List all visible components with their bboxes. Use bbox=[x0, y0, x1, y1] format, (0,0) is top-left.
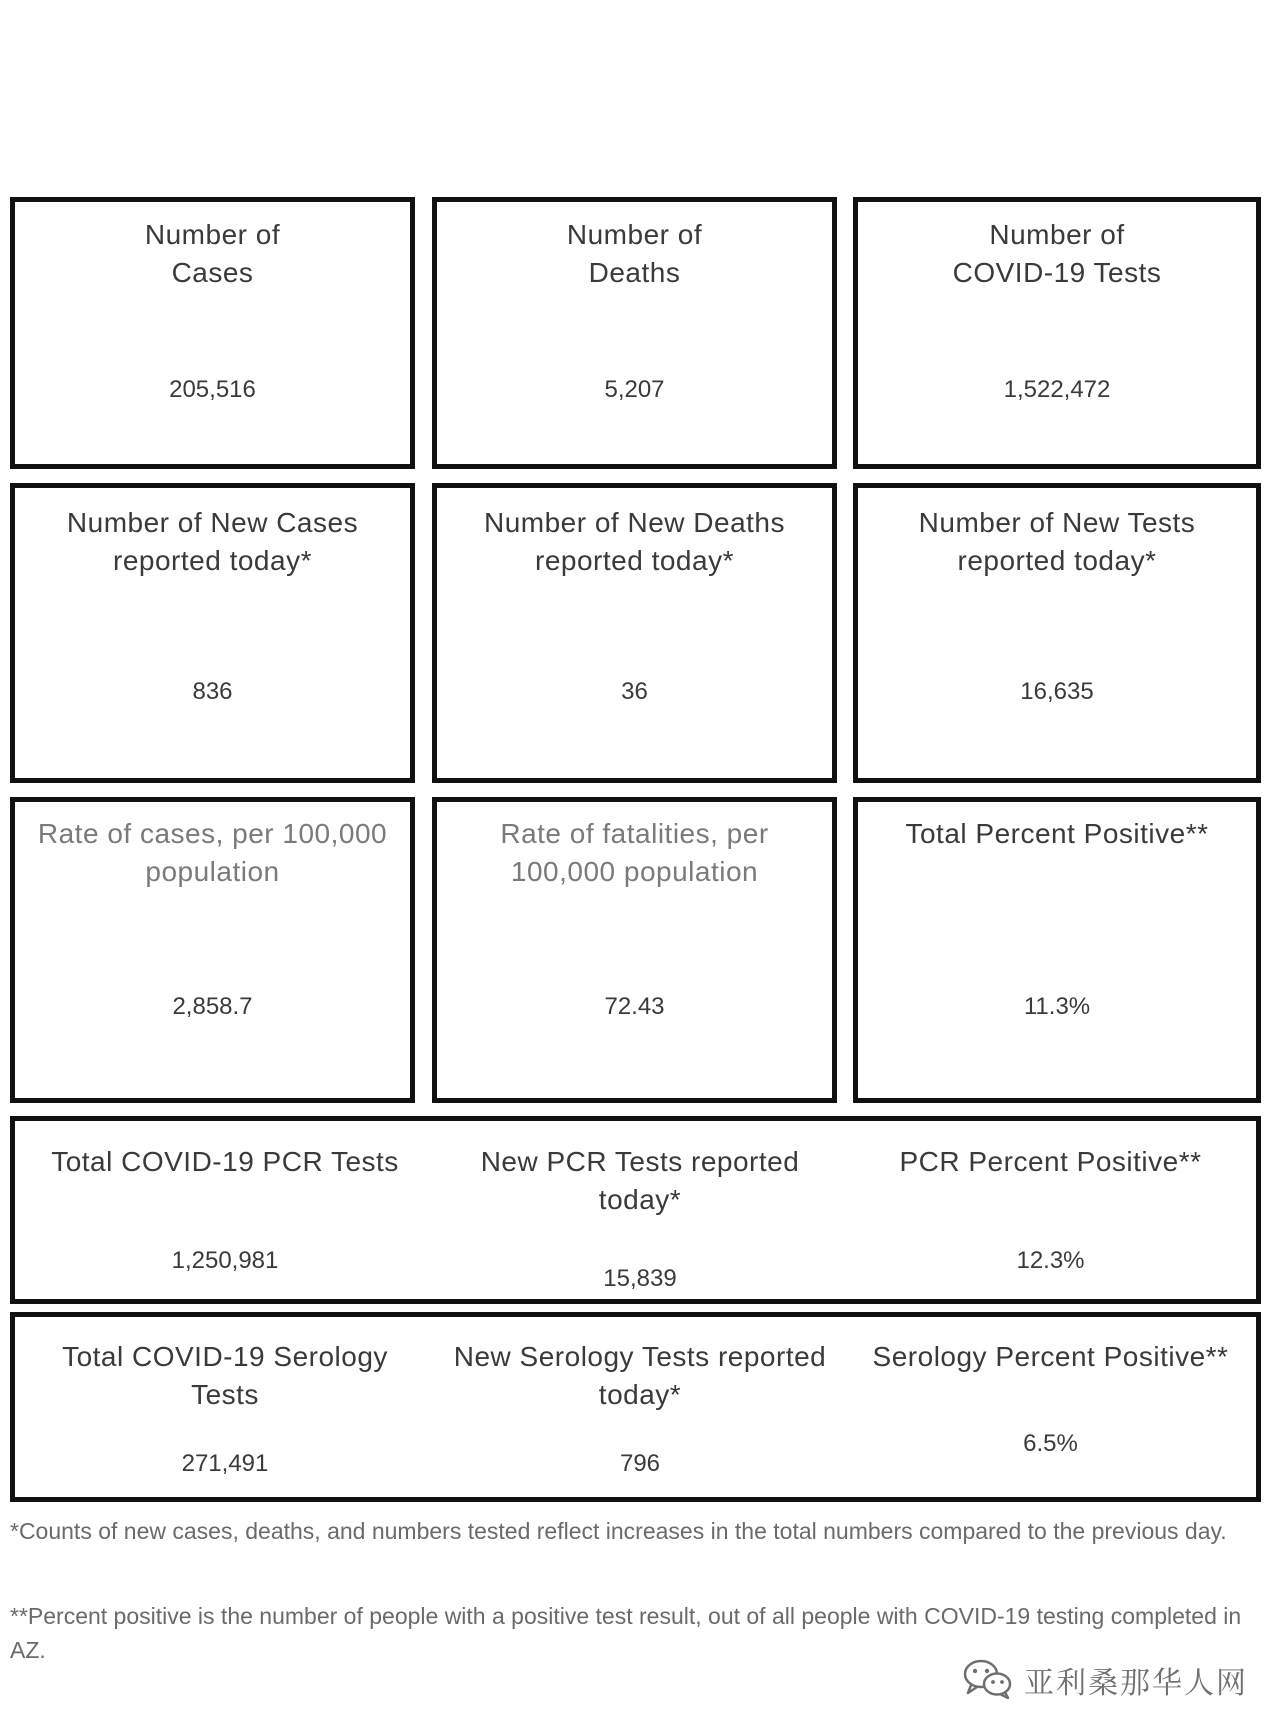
card-value: 2,858.7 bbox=[172, 993, 253, 1020]
pcr-total-column bbox=[15, 1121, 435, 1299]
card-value: 205,516 bbox=[169, 376, 256, 403]
card-value: 836 bbox=[192, 678, 233, 705]
serology-percent-value: 6.5% bbox=[1023, 1430, 1078, 1457]
card-number-of-cases bbox=[10, 197, 415, 469]
card-label: Number of Deaths bbox=[566, 219, 703, 288]
pcr-new-value: 15,839 bbox=[603, 1265, 677, 1292]
card-total-percent-positive bbox=[853, 797, 1261, 1103]
card-value: 72.43 bbox=[604, 993, 665, 1020]
card-label: Number of New Tests reported today* bbox=[918, 507, 1196, 576]
wechat-icon bbox=[962, 1657, 1014, 1704]
card-rate-of-fatalities bbox=[432, 797, 837, 1103]
card-label: Number of Cases bbox=[144, 219, 281, 288]
serology-new-value: 796 bbox=[619, 1450, 661, 1477]
pcr-total-label: Total COVID-19 PCR Tests bbox=[51, 1146, 399, 1177]
serology-total-value: 271,491 bbox=[181, 1450, 269, 1477]
card-number-of-tests bbox=[853, 197, 1261, 469]
card-label: Number of New Deaths reported today* bbox=[483, 507, 785, 576]
serology-summary-panel bbox=[10, 1312, 1261, 1502]
card-new-tests-today bbox=[853, 483, 1261, 783]
serology-new-label: New Serology Tests reported today* bbox=[453, 1341, 827, 1410]
card-new-cases-today bbox=[10, 483, 415, 783]
pcr-percent-value: 12.3% bbox=[1016, 1247, 1085, 1274]
pcr-new-column bbox=[435, 1121, 845, 1299]
serology-percent-column bbox=[845, 1317, 1256, 1497]
watermark bbox=[962, 1658, 1248, 1702]
card-value: 5,207 bbox=[604, 376, 665, 403]
serology-percent-label: Serology Percent Positive** bbox=[872, 1341, 1229, 1372]
card-label: Number of New Cases reported today* bbox=[66, 507, 359, 576]
card-number-of-deaths bbox=[432, 197, 837, 469]
pcr-new-label: New PCR Tests reported today* bbox=[480, 1146, 800, 1215]
card-value: 1,522,472 bbox=[1003, 376, 1111, 403]
card-value: 16,635 bbox=[1020, 678, 1094, 705]
serology-new-column bbox=[435, 1317, 845, 1497]
footnote-percent-positive: **Percent positive is the number of people with a positive test result, out of all people with COVID-19 testing completed in AZ. bbox=[10, 1603, 1242, 1663]
card-label: Rate of cases, per 100,000 population bbox=[37, 818, 388, 887]
footnote-new-counts: *Counts of new cases, deaths, and numbers tested reflect increases in the total numbers compared to the previous day. bbox=[10, 1518, 1227, 1544]
card-value: 36 bbox=[621, 678, 648, 705]
serology-total-label: Total COVID-19 Serology Tests bbox=[62, 1341, 388, 1410]
pcr-total-value: 1,250,981 bbox=[171, 1247, 279, 1274]
pcr-percent-label: PCR Percent Positive** bbox=[899, 1146, 1202, 1177]
serology-total-column bbox=[15, 1317, 435, 1497]
watermark-text: 亚利桑那华人网 bbox=[1024, 1667, 1248, 1700]
card-value: 11.3% bbox=[1023, 993, 1091, 1020]
pcr-percent-column bbox=[845, 1121, 1256, 1299]
card-label: Rate of fatalities, per 100,000 population bbox=[500, 818, 769, 887]
card-label: Number of COVID-19 Tests bbox=[952, 219, 1162, 288]
card-new-deaths-today bbox=[432, 483, 837, 783]
card-rate-of-cases bbox=[10, 797, 415, 1103]
card-label: Total Percent Positive** bbox=[905, 818, 1209, 849]
pcr-summary-panel bbox=[10, 1116, 1261, 1304]
